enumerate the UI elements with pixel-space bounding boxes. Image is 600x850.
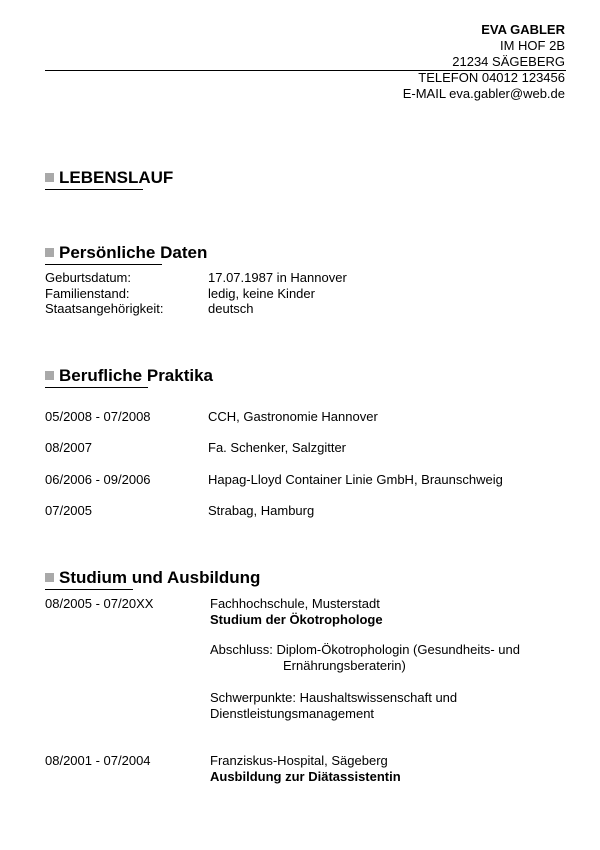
section-heading-education <box>45 568 260 588</box>
education-program: Ausbildung zur Diätassistentin <box>210 769 401 784</box>
applicant-name: EVA GABLER <box>481 22 565 37</box>
internship-date: 06/2006 - 09/2006 <box>45 472 151 487</box>
heading-underline <box>45 189 143 190</box>
education-program: Studium der Ökotrophologe <box>210 612 383 627</box>
section-heading-text: Persönliche Daten <box>59 243 208 262</box>
internship-text: CCH, Gastronomie Hannover <box>208 409 378 424</box>
education-degree: Abschluss: Diplom-Ökotrophologin (Gesundheits- und <box>210 642 520 657</box>
personal-label: Geburtsdatum: <box>45 270 131 285</box>
personal-value: 17.07.1987 in Hannover <box>208 270 347 285</box>
education-institution: Franziskus-Hospital, Sägeberg <box>210 753 388 768</box>
address-street: IM HOF 2B <box>499 38 565 53</box>
personal-value: deutsch <box>208 301 254 316</box>
education-focus-continued: Dienstleistungsmanagement <box>210 706 375 721</box>
personal-label: Familienstand: <box>45 286 130 301</box>
address-city: 21234 SÄGEBERG <box>452 54 565 69</box>
internship-text: Strabag, Hamburg <box>208 503 315 518</box>
education-institution: Fachhochschule, Musterstadt <box>210 596 380 611</box>
heading-underline <box>45 387 148 388</box>
personal-value: ledig, keine Kinder <box>208 286 315 301</box>
education-date: 08/2001 - 07/2004 <box>45 753 151 768</box>
internship-date: 05/2008 - 07/2008 <box>45 409 151 424</box>
education-date: 08/2005 - 07/20XX <box>45 596 154 611</box>
heading-underline <box>45 589 133 590</box>
section-heading-text: Studium und Ausbildung <box>59 568 261 587</box>
education-focus: Schwerpunkte: Haushaltswissenschaft und <box>210 690 458 705</box>
internship-date: 07/2005 <box>45 503 92 518</box>
internship-text: Hapag-Lloyd Container Linie GmbH, Braunschweig <box>208 472 503 487</box>
email-address: E-MAIL eva.gabler@web.de <box>402 86 565 101</box>
internship-text: Fa. Schenker, Salzgitter <box>208 440 347 455</box>
square-bullet-icon <box>45 173 54 182</box>
square-bullet-icon <box>45 573 54 582</box>
document-title-text: LEBENSLAUF <box>59 168 174 187</box>
section-heading-internships <box>45 366 213 386</box>
document-title <box>45 168 173 188</box>
section-heading-text: Berufliche Praktika <box>59 366 214 385</box>
personal-label: Staatsangehörigkeit: <box>45 301 164 316</box>
internship-date: 08/2007 <box>45 440 92 455</box>
square-bullet-icon <box>45 248 54 257</box>
section-heading-personal <box>45 243 207 263</box>
square-bullet-icon <box>45 371 54 380</box>
education-degree-continued: Ernährungsberaterin) <box>283 658 406 673</box>
heading-underline <box>45 264 162 265</box>
phone-number: TELEFON 04012 123456 <box>418 70 565 85</box>
